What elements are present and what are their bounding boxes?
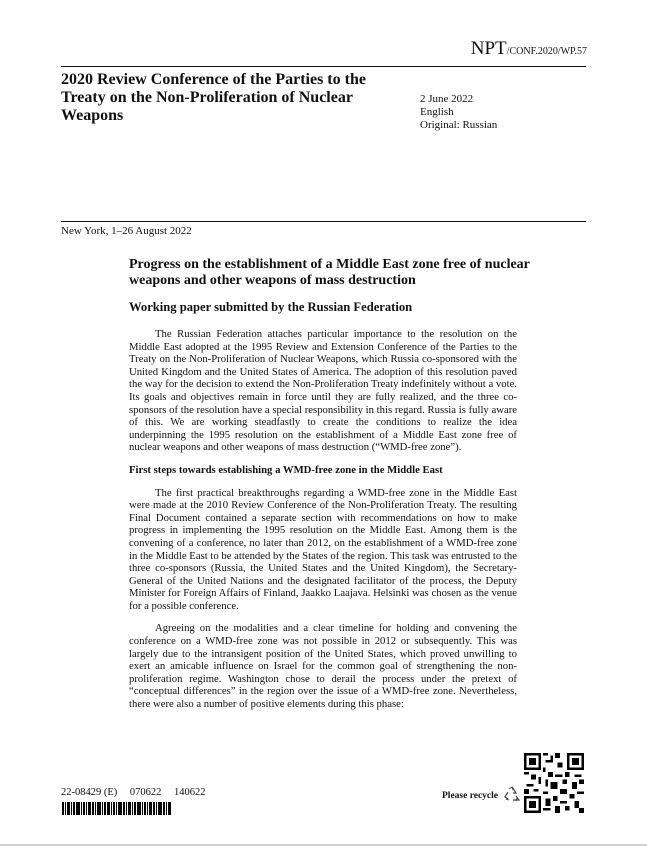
please-recycle-label: Please recycle <box>442 791 498 801</box>
print-date-2: 140622 <box>174 787 206 798</box>
section-heading: First steps towards establishing a WMD-free zone in the Middle East <box>129 463 443 476</box>
document-date: 2 June 2022 <box>420 93 474 105</box>
paragraph-2: The first practical breakthroughs regarding a WMD-free zone in the Middle East were made at the 2010 Review Conference of the Non-Proliferation Treaty. The resulting Final Document contained a separate section with recommendations on how to make progress in implementing the 1995 resolution on the Middle East. Among them is the convening of a conference, no later than 2012, on the establishment of a WMD-free zone in the Middle East to be attended by the States of the region. This task was entrusted to the three co-sponsors (Russia, the United States and the United Kingdom), the Secretary-General of the United Nations and the designated facilitator of the process, the Deputy Minister for Foreign Affairs of Finland, Jaakko Laajava. Helsinki was chosen as the venue for a possible conference. <box>129 486 517 612</box>
symbol-suffix: /CONF.2020/WP.57 <box>506 46 587 57</box>
job-number: 22-08429 (E) <box>61 787 118 798</box>
conference-title: 2020 Review Conference of the Parties to the Treaty on the Non-Proliferation of Nuclear Weapons <box>61 71 366 124</box>
paragraph-1: The Russian Federation attaches particular importance to the resolution on the Middle East adopted at the 1995 Review and Extension Conference of the Parties to the Treaty on the Non-Proliferation of Nuclear Weapons, which Russia co-sponsored with the United Kingdom and the United States of America. The adoption of this resolution paved the way for the decision to extend the Non-Proliferation Treaty indefinitely without a vote. Its goals and objectives remain in force until they are fully realized, and the three co-sponsors of the resolution have a special responsibility in this regard. Russia is fully aware of this. We are working steadfastly to create the conditions to realize the idea underpinning the 1995 resolution on the establishment of a Middle East zone free of nuclear weapons and other weapons of mass destruction (“WMD-free zone”). <box>129 328 517 454</box>
document-symbol <box>471 38 587 60</box>
job-number-line <box>61 787 216 798</box>
document-body <box>129 328 517 721</box>
document-title: Progress on the establishment of a Middle East zone free of nuclear weapons and other weapons of mass destruction <box>129 257 530 288</box>
paragraph-3: Agreeing on the modalities and a clear timeline for holding and convening the conference on a WMD-free zone was not possible in 2012 or subsequently. This was largely due to the intransigent position of the United States, which proved unwilling to exert an amicable influence on Israel for the common goal of strengthening the non-proliferation regime. Washington chose to derail the process under the pretext of “conceptual differences” in the region over the issue of a WMD-free zone. Nevertheless, there were also a number of positive elements during this phase: <box>129 622 517 711</box>
document-meta <box>420 93 497 132</box>
document-original-language: Original: Russian <box>420 119 498 131</box>
qr-code-icon <box>524 753 584 813</box>
print-date-1: 070622 <box>129 787 162 798</box>
document-subtitle: Working paper submitted by the Russian Federation <box>129 300 413 314</box>
place-and-date: New York, 1–26 August 2022 <box>61 225 192 237</box>
header-rule <box>61 66 586 67</box>
barcode-icon <box>62 802 172 815</box>
session-rule <box>61 221 586 222</box>
document-language: English <box>420 106 454 118</box>
recycle-icon <box>502 784 522 804</box>
symbol-prefix: NPT <box>470 38 507 59</box>
